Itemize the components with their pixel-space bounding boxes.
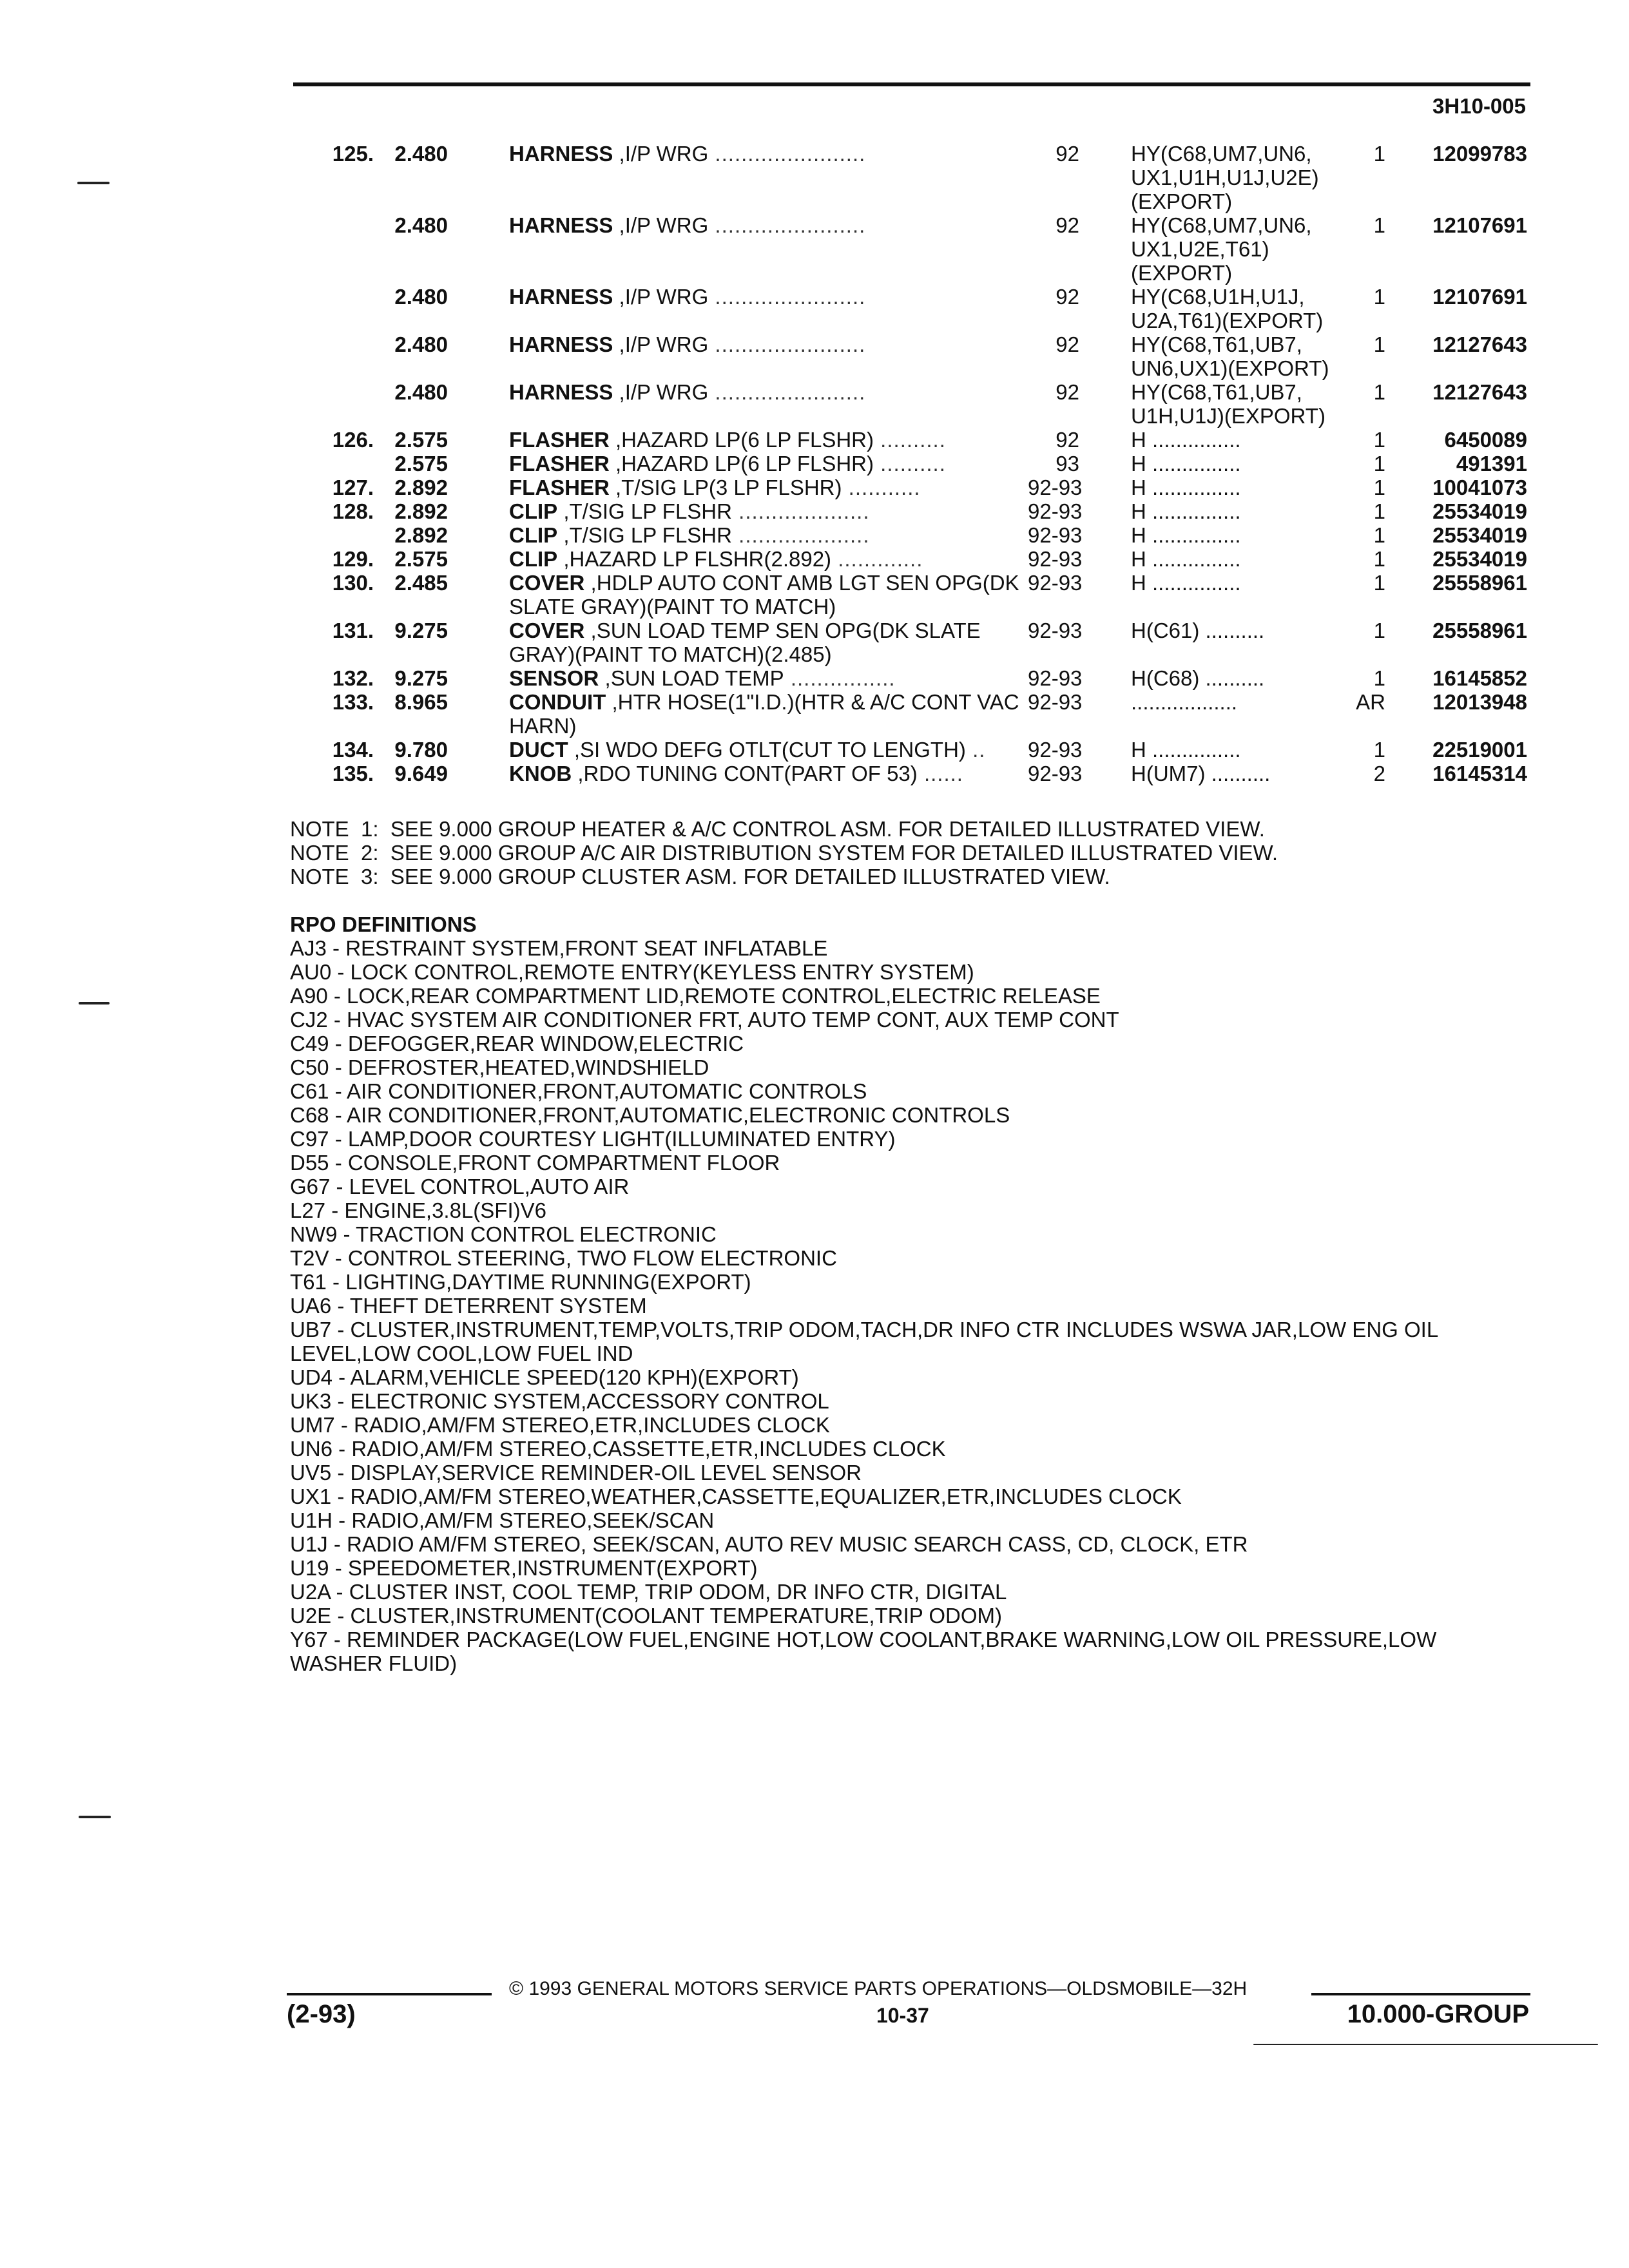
- part-row: [293, 571, 1527, 619]
- rpo-item: UM7 - RADIO,AM/FM STEREO,ETR,INCLUDES CLOCK: [290, 1413, 830, 1437]
- rpo-item: T2V - CONTROL STEERING, TWO FLOW ELECTRONIC: [290, 1246, 837, 1270]
- leader-dots: ..........: [874, 452, 946, 476]
- item-number: 129.: [332, 547, 374, 571]
- model-year: 92: [1055, 285, 1079, 309]
- footer-date: (2-93): [287, 2000, 356, 2028]
- part-row: [293, 499, 1527, 523]
- part-number: 25558961: [1432, 619, 1527, 642]
- part-description: [509, 452, 1050, 476]
- rpo-item: A90 - LOCK,REAR COMPARTMENT LID,REMOTE CONTROL,ELECTRIC RELEASE: [290, 984, 1101, 1008]
- part-number: 12107691: [1432, 213, 1527, 237]
- quantity: AR: [1356, 690, 1385, 714]
- part-description: [509, 523, 1050, 547]
- rpo-item: U2E - CLUSTER,INSTRUMENT(COOLANT TEMPERATURE,TRIP ODOM): [290, 1604, 1002, 1628]
- model-year: 92-93: [1028, 499, 1083, 523]
- quantity: 1: [1373, 523, 1385, 547]
- application: H(UM7) ..........: [1131, 762, 1271, 785]
- part-detail: ,I/P WRG: [613, 332, 709, 356]
- group-number: 2.892: [394, 499, 448, 523]
- part-number: 12013948: [1432, 690, 1527, 714]
- application: H ...............: [1131, 428, 1241, 452]
- leader-dots: ..: [965, 738, 986, 762]
- group-number: 2.480: [394, 213, 448, 237]
- model-year: 92-93: [1028, 523, 1083, 547]
- part-number: 491391: [1456, 452, 1527, 476]
- part-detail: ,HAZARD LP FLSHR(2.892): [557, 547, 832, 571]
- leader-dots: ......: [917, 762, 963, 785]
- part-row: [293, 690, 1527, 738]
- leader-dots: .......................: [708, 332, 866, 356]
- part-detail: ,SUN LOAD TEMP: [599, 666, 784, 690]
- group-number: 2.480: [394, 285, 448, 309]
- rpo-item: UX1 - RADIO,AM/FM STEREO,WEATHER,CASSETTE,EQUALIZER,ETR,INCLUDES CLOCK: [290, 1485, 1182, 1508]
- part-number: 16145852: [1432, 666, 1527, 690]
- application: HY(C68,UM7,UN6, UX1,U2E,T61) (EXPORT): [1131, 213, 1312, 285]
- part-row: [293, 619, 1527, 666]
- part-row: [293, 666, 1527, 690]
- punch-mark: [77, 182, 110, 184]
- item-number: 126.: [332, 428, 374, 452]
- model-year: 92-93: [1028, 762, 1083, 785]
- rpo-item: UK3 - ELECTRONIC SYSTEM,ACCESSORY CONTROL: [290, 1389, 829, 1413]
- application: HY(C68,T61,UB7, UN6,UX1)(EXPORT): [1131, 332, 1329, 380]
- part-name: HARNESS: [509, 380, 613, 404]
- item-number: 135.: [332, 762, 374, 785]
- part-description: [509, 285, 1050, 309]
- part-row: [293, 523, 1527, 547]
- part-name: COVER: [509, 571, 585, 595]
- group-number: 2.480: [394, 380, 448, 404]
- quantity: 1: [1373, 142, 1385, 166]
- rpo-item: Y67 - REMINDER PACKAGE(LOW FUEL,ENGINE HOT,LOW COOLANT,BRAKE WARNING,LOW OIL PRESSURE,LOW WASHER FLUID): [290, 1628, 1437, 1675]
- quantity: 1: [1373, 547, 1385, 571]
- part-description: [509, 571, 1050, 619]
- part-row: [293, 213, 1527, 285]
- note-line: NOTE 3: SEE 9.000 GROUP CLUSTER ASM. FOR DETAILED ILLUSTRATED VIEW.: [290, 865, 1110, 889]
- model-year: 92-93: [1028, 571, 1083, 595]
- model-year: 92-93: [1028, 476, 1083, 499]
- top-rule: [293, 82, 1530, 86]
- part-description: [509, 428, 1050, 452]
- model-year: 92-93: [1028, 666, 1083, 690]
- group-number: 9.649: [394, 762, 448, 785]
- leader-dots: ................: [784, 666, 896, 690]
- item-number: 125.: [332, 142, 374, 166]
- rpo-item: UD4 - ALARM,VEHICLE SPEED(120 KPH)(EXPORT): [290, 1365, 799, 1389]
- rpo-item: C68 - AIR CONDITIONER,FRONT,AUTOMATIC,ELECTRONIC CONTROLS: [290, 1103, 1010, 1127]
- rpo-item: C61 - AIR CONDITIONER,FRONT,AUTOMATIC CONTROLS: [290, 1079, 867, 1103]
- part-row: [293, 762, 1527, 785]
- part-name: KNOB: [509, 762, 572, 785]
- part-name: FLASHER: [509, 452, 610, 476]
- item-number: 128.: [332, 499, 374, 523]
- part-number: 12127643: [1432, 380, 1527, 404]
- rpo-item: U19 - SPEEDOMETER,INSTRUMENT(EXPORT): [290, 1556, 758, 1580]
- leader-dots: ...........: [842, 476, 921, 499]
- part-description: [509, 666, 1050, 690]
- part-row: [293, 547, 1527, 571]
- part-row: [293, 738, 1527, 762]
- page-code: 3H10-005: [1432, 94, 1526, 118]
- rpo-item: NW9 - TRACTION CONTROL ELECTRONIC: [290, 1222, 717, 1246]
- model-year: 92: [1055, 213, 1079, 237]
- footer-rule-right: [1311, 1993, 1530, 1995]
- application: H ...............: [1131, 499, 1241, 523]
- application: H ...............: [1131, 738, 1241, 762]
- part-detail: ,I/P WRG: [613, 380, 709, 404]
- part-detail: ,SI WDO DEFG OTLT(CUT TO LENGTH): [568, 738, 966, 762]
- part-number: 10041073: [1432, 476, 1527, 499]
- part-row: [293, 142, 1527, 213]
- punch-mark: [79, 1816, 111, 1818]
- part-description: [509, 619, 1050, 666]
- quantity: 1: [1373, 571, 1385, 595]
- part-number: 12107691: [1432, 285, 1527, 309]
- model-year: 92: [1055, 380, 1079, 404]
- part-description: [509, 213, 1050, 237]
- application: H ...............: [1131, 523, 1241, 547]
- model-year: 92: [1055, 332, 1079, 356]
- model-year: 92: [1055, 428, 1079, 452]
- part-row: [293, 285, 1527, 332]
- rpo-item: UV5 - DISPLAY,SERVICE REMINDER-OIL LEVEL SENSOR: [290, 1461, 862, 1485]
- part-description: [509, 547, 1050, 571]
- rpo-item: C97 - LAMP,DOOR COURTESY LIGHT(ILLUMINATED ENTRY): [290, 1127, 896, 1151]
- part-number: 6450089: [1444, 428, 1527, 452]
- part-detail: ,HAZARD LP(6 LP FLSHR): [609, 428, 874, 452]
- group-number: 2.575: [394, 428, 448, 452]
- rpo-item: C50 - DEFROSTER,HEATED,WINDSHIELD: [290, 1055, 709, 1079]
- part-description: [509, 476, 1050, 499]
- part-name: FLASHER: [509, 428, 610, 452]
- note-line: NOTE 1: SEE 9.000 GROUP HEATER & A/C CONTROL ASM. FOR DETAILED ILLUSTRATED VIEW.: [290, 817, 1265, 841]
- item-number: 132.: [332, 666, 374, 690]
- rpo-title: RPO DEFINITIONS: [290, 912, 477, 936]
- quantity: 1: [1373, 332, 1385, 356]
- part-detail: ,HDLP AUTO CONT AMB LGT SEN OPG(DK SLATE GRAY)(PAINT TO MATCH): [509, 571, 1019, 619]
- part-number: 16145314: [1432, 762, 1527, 785]
- leader-dots: .............: [831, 547, 923, 571]
- leader-dots: .......................: [708, 142, 866, 166]
- part-name: HARNESS: [509, 213, 613, 237]
- rpo-item: C49 - DEFOGGER,REAR WINDOW,ELECTRIC: [290, 1032, 744, 1055]
- quantity: 1: [1373, 380, 1385, 404]
- leader-dots: ....................: [731, 499, 870, 523]
- part-name: FLASHER: [509, 476, 610, 499]
- part-name: CLIP: [509, 547, 558, 571]
- rpo-item: G67 - LEVEL CONTROL,AUTO AIR: [290, 1175, 630, 1198]
- leader-dots: .......................: [708, 285, 866, 309]
- part-name: CONDUIT: [509, 690, 606, 714]
- application: HY(C68,UM7,UN6, UX1,U1H,U1J,U2E) (EXPORT): [1131, 142, 1319, 213]
- part-description: [509, 142, 1050, 166]
- group-number: 2.892: [394, 523, 448, 547]
- leader-dots: .......................: [708, 380, 866, 404]
- part-row: [293, 476, 1527, 499]
- quantity: 1: [1373, 619, 1385, 642]
- part-description: [509, 499, 1050, 523]
- rpo-item: AU0 - LOCK CONTROL,REMOTE ENTRY(KEYLESS ENTRY SYSTEM): [290, 960, 974, 984]
- rpo-item: UA6 - THEFT DETERRENT SYSTEM: [290, 1294, 647, 1318]
- part-description: [509, 690, 1050, 738]
- footer-group: 10.000-GROUP: [1347, 2000, 1529, 2028]
- part-detail: ,HTR HOSE(1"I.D.)(HTR & A/C CONT VAC HARN): [509, 690, 1019, 738]
- rpo-item: D55 - CONSOLE,FRONT COMPARTMENT FLOOR: [290, 1151, 780, 1175]
- application: H ...............: [1131, 547, 1241, 571]
- part-number: 12099783: [1432, 142, 1527, 166]
- part-description: [509, 332, 1050, 356]
- part-detail: ,RDO TUNING CONT(PART OF 53): [572, 762, 918, 785]
- group-number: 8.965: [394, 690, 448, 714]
- application: H(C61) ..........: [1131, 619, 1265, 642]
- part-description: [509, 762, 1050, 785]
- part-description: [509, 738, 1050, 762]
- group-number: 2.480: [394, 142, 448, 166]
- rpo-item: L27 - ENGINE,3.8L(SFI)V6: [290, 1198, 546, 1222]
- leader-dots: .......................: [708, 213, 866, 237]
- part-detail: ,I/P WRG: [613, 142, 709, 166]
- quantity: 1: [1373, 738, 1385, 762]
- model-year: 93: [1055, 452, 1079, 476]
- note-line: NOTE 2: SEE 9.000 GROUP A/C AIR DISTRIBUTION SYSTEM FOR DETAILED ILLUSTRATED VIEW.: [290, 841, 1278, 865]
- quantity: 1: [1373, 428, 1385, 452]
- application: HY(C68,U1H,U1J, U2A,T61)(EXPORT): [1131, 285, 1324, 332]
- rpo-item: U1J - RADIO AM/FM STEREO, SEEK/SCAN, AUTO REV MUSIC SEARCH CASS, CD, CLOCK, ETR: [290, 1532, 1248, 1556]
- group-number: 2.485: [394, 571, 448, 595]
- copyright: © 1993 GENERAL MOTORS SERVICE PARTS OPERATIONS—OLDSMOBILE—32H: [509, 1978, 1248, 1999]
- application: H ...............: [1131, 452, 1241, 476]
- rpo-item: UN6 - RADIO,AM/FM STEREO,CASSETTE,ETR,INCLUDES CLOCK: [290, 1437, 946, 1461]
- part-detail: ,SUN LOAD TEMP SEN OPG(DK SLATE GRAY)(PAINT TO MATCH)(2.485): [509, 619, 981, 666]
- model-year: 92-93: [1028, 738, 1083, 762]
- part-name: HARNESS: [509, 142, 613, 166]
- part-description: [509, 380, 1050, 404]
- leader-dots: ....................: [731, 523, 870, 547]
- part-number: 12127643: [1432, 332, 1527, 356]
- parts-table: [293, 142, 1527, 785]
- model-year: 92-93: [1028, 547, 1083, 571]
- model-year: 92-93: [1028, 619, 1083, 642]
- rpo-list: [290, 936, 1534, 1675]
- quantity: 1: [1373, 452, 1385, 476]
- punch-mark: [79, 1002, 110, 1004]
- group-number: 2.575: [394, 452, 448, 476]
- application: HY(C68,T61,UB7, U1H,U1J)(EXPORT): [1131, 380, 1325, 428]
- rpo-item: CJ2 - HVAC SYSTEM AIR CONDITIONER FRT, AUTO TEMP CONT, AUX TEMP CONT: [290, 1008, 1119, 1032]
- group-number: 2.480: [394, 332, 448, 356]
- rpo-item: AJ3 - RESTRAINT SYSTEM,FRONT SEAT INFLATABLE: [290, 936, 828, 960]
- part-detail: ,T/SIG LP FLSHR: [557, 499, 732, 523]
- quantity: 1: [1373, 476, 1385, 499]
- part-name: DUCT: [509, 738, 568, 762]
- rpo-item: U2A - CLUSTER INST, COOL TEMP, TRIP ODOM, DR INFO CTR, DIGITAL: [290, 1580, 1007, 1604]
- part-row: [293, 332, 1527, 380]
- part-number: 25534019: [1432, 499, 1527, 523]
- part-detail: ,T/SIG LP FLSHR: [557, 523, 732, 547]
- application: H ...............: [1131, 476, 1241, 499]
- group-number: 9.780: [394, 738, 448, 762]
- application: H(C68) ..........: [1131, 666, 1265, 690]
- part-detail: ,I/P WRG: [613, 213, 709, 237]
- quantity: 1: [1373, 285, 1385, 309]
- item-number: 127.: [332, 476, 374, 499]
- item-number: 130.: [332, 571, 374, 595]
- part-row: [293, 380, 1527, 428]
- part-number: 25558961: [1432, 571, 1527, 595]
- group-number: 2.575: [394, 547, 448, 571]
- model-year: 92-93: [1028, 690, 1083, 714]
- leader-dots: ..........: [874, 428, 946, 452]
- part-row: [293, 428, 1527, 452]
- notes-section: [290, 817, 1278, 889]
- footer-rule-left: [287, 1993, 492, 1995]
- part-name: COVER: [509, 619, 585, 642]
- item-number: 133.: [332, 690, 374, 714]
- quantity: 1: [1373, 213, 1385, 237]
- part-name: CLIP: [509, 523, 558, 547]
- part-detail: ,I/P WRG: [613, 285, 709, 309]
- part-number: 25534019: [1432, 523, 1527, 547]
- part-name: SENSOR: [509, 666, 599, 690]
- footer-page-number: 10-37: [876, 2004, 929, 2027]
- part-number: 22519001: [1432, 738, 1527, 762]
- quantity: 2: [1373, 762, 1385, 785]
- part-number: 25534019: [1432, 547, 1527, 571]
- application: ..................: [1131, 690, 1238, 714]
- rpo-definitions: [290, 912, 1534, 1675]
- model-year: 92: [1055, 142, 1079, 166]
- group-number: 2.892: [394, 476, 448, 499]
- part-name: HARNESS: [509, 332, 613, 356]
- part-detail: ,HAZARD LP(6 LP FLSHR): [609, 452, 874, 476]
- item-number: 131.: [332, 619, 374, 642]
- rpo-item: UB7 - CLUSTER,INSTRUMENT,TEMP,VOLTS,TRIP ODOM,TACH,DR INFO CTR INCLUDES WSWA JAR,LOW ENG OIL LEVEL,LOW COOL,LOW FUEL IND: [290, 1318, 1438, 1365]
- rpo-item: T61 - LIGHTING,DAYTIME RUNNING(EXPORT): [290, 1270, 751, 1294]
- part-row: [293, 452, 1527, 476]
- group-number: 9.275: [394, 666, 448, 690]
- rpo-item: U1H - RADIO,AM/FM STEREO,SEEK/SCAN: [290, 1508, 715, 1532]
- group-number: 9.275: [394, 619, 448, 642]
- application: H ...............: [1131, 571, 1241, 595]
- scan-rule: [1253, 2044, 1598, 2045]
- item-number: 134.: [332, 738, 374, 762]
- quantity: 1: [1373, 666, 1385, 690]
- quantity: 1: [1373, 499, 1385, 523]
- part-name: CLIP: [509, 499, 558, 523]
- part-name: HARNESS: [509, 285, 613, 309]
- part-detail: ,T/SIG LP(3 LP FLSHR): [609, 476, 842, 499]
